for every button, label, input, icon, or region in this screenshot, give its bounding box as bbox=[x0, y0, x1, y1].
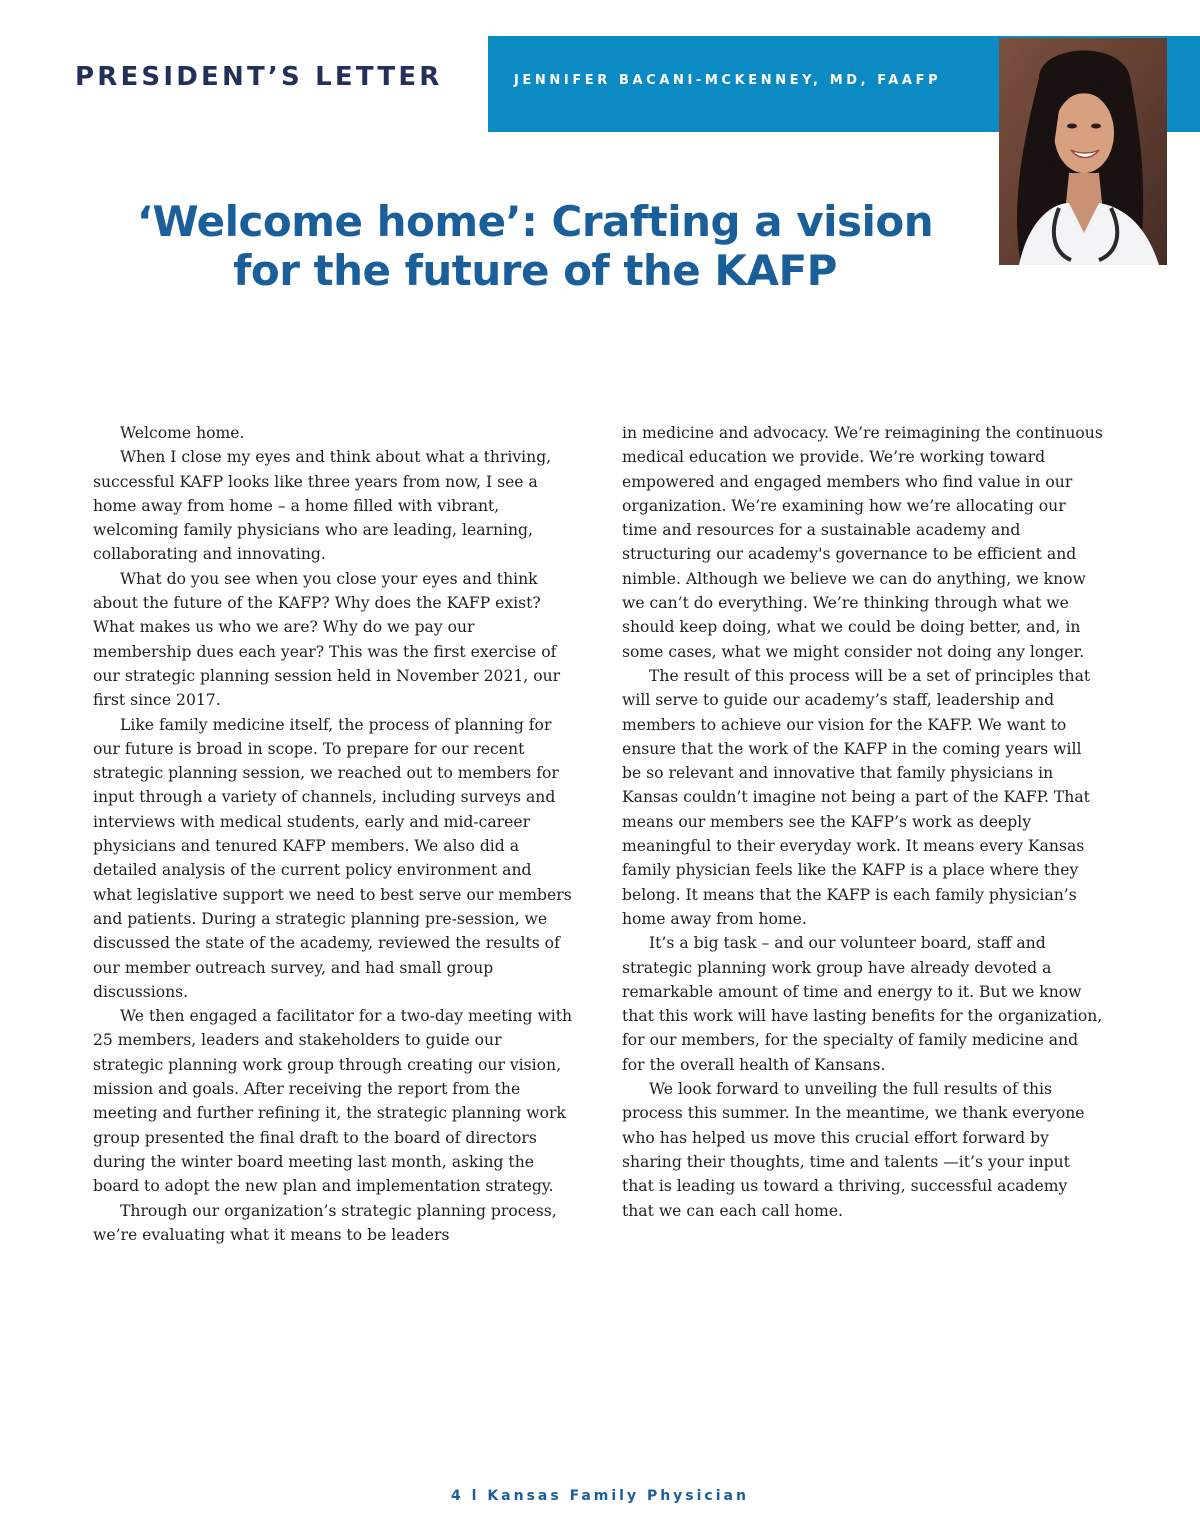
article-column-left bbox=[93, 421, 573, 1247]
author-name: JENNIFER BACANI-MCKENNEY, MD, FAAFP bbox=[514, 73, 942, 88]
article-title bbox=[90, 197, 980, 295]
paragraph: Welcome home. bbox=[120, 424, 245, 442]
page-footer: 4 l Kansas Family Physician bbox=[451, 1488, 749, 1504]
paragraph: When I close my eyes and think about what a thriving, successful KAFP looks like three years from now, I see a home away from home – a home filled with vibrant, welcoming family physicians who are leading, learning, collaborating and innovating. bbox=[93, 448, 552, 564]
paragraph: It’s a big task – and our volunteer board, staff and strategic planning work group have already devoted a remarkable amount of time and energy to it. But we know that this work will have lasting benefits for the organization, for our members, for the specialty of family medicine and for the overall health of Kansans. bbox=[622, 934, 1103, 1074]
article-column-right bbox=[622, 421, 1104, 1223]
paragraph: in medicine and advocacy. We’re reimagining the continuous medical education we provide. We’re working toward empowered and engaged members who find value in our organization. We’re examining how we’re allocating our time and resources for a sustainable academy and structuring our academy's governance to be efficient and nimble. Although we believe we can do anything, we know we can’t do everything. We’re thinking through what we should keep doing, what we could be doing better, and, in some cases, what we might consider not doing any longer. bbox=[622, 424, 1103, 661]
paragraph: Like family medicine itself, the process of planning for our future is broad in scope. To prepare for our recent strategic planning session, we reached out to members for input through a variety of channels, including surveys and interviews with medical students, early and mid-career physicians and tenured KAFP members. We also did a detailed analysis of the current policy environment and what legislative support we need to best serve our members and patients. During a strategic planning pre-session, we discussed the state of the academy, reviewed the results of our member outreach survey, and had small group discussions. bbox=[93, 715, 572, 1001]
author-portrait bbox=[999, 38, 1167, 265]
article-title-line-2: for the future of the KAFP bbox=[233, 246, 837, 295]
paragraph: What do you see when you close your eyes and think about the future of the KAFP? Why does the KAFP exist? What makes us who we are? Why do we pay our membership dues each year? This was the first exercise of our strategic planning session held in November 2021, our first since 2017. bbox=[93, 569, 561, 710]
paragraph: The result of this process will be a set of principles that will serve to guide our academy’s staff, leadership and members to achieve our vision for the KAFP. We want to ensure that the work of the KAFP in the coming years will be so relevant and innovative that family physicians in Kansas couldn’t imagine not being a part of the KAFP. That means our members see the KAFP’s work as deeply meaningful to their everyday work. It means every Kansas family physician feels like the KAFP is a place where they belong. It means that the KAFP is each family physician’s home away from home. bbox=[622, 666, 1091, 928]
paragraph: We look forward to unveiling the full results of this process this summer. In the meantime, we thank everyone who has helped us move this crucial effort forward by sharing their thoughts, time and talents —it’s your input that is leading us toward a thriving, successful academy that we can each call home. bbox=[622, 1080, 1085, 1220]
paragraph: We then engaged a facilitator for a two-day meeting with 25 members, leaders and stakeholders to guide our strategic planning work group through creating our vision, mission and goals. After receiving the report from the meeting and further refining it, the strategic planning work group presented the final draft to the board of directors during the winter board meeting last month, asking the board to adopt the new plan and implementation strategy. bbox=[93, 1007, 573, 1196]
section-label: PRESIDENT’S LETTER bbox=[75, 62, 443, 92]
article-title-line-1: ‘Welcome home’: Crafting a vision bbox=[136, 197, 934, 246]
paragraph: Through our organization’s strategic planning process, we’re evaluating what it means to be leaders bbox=[93, 1201, 557, 1244]
